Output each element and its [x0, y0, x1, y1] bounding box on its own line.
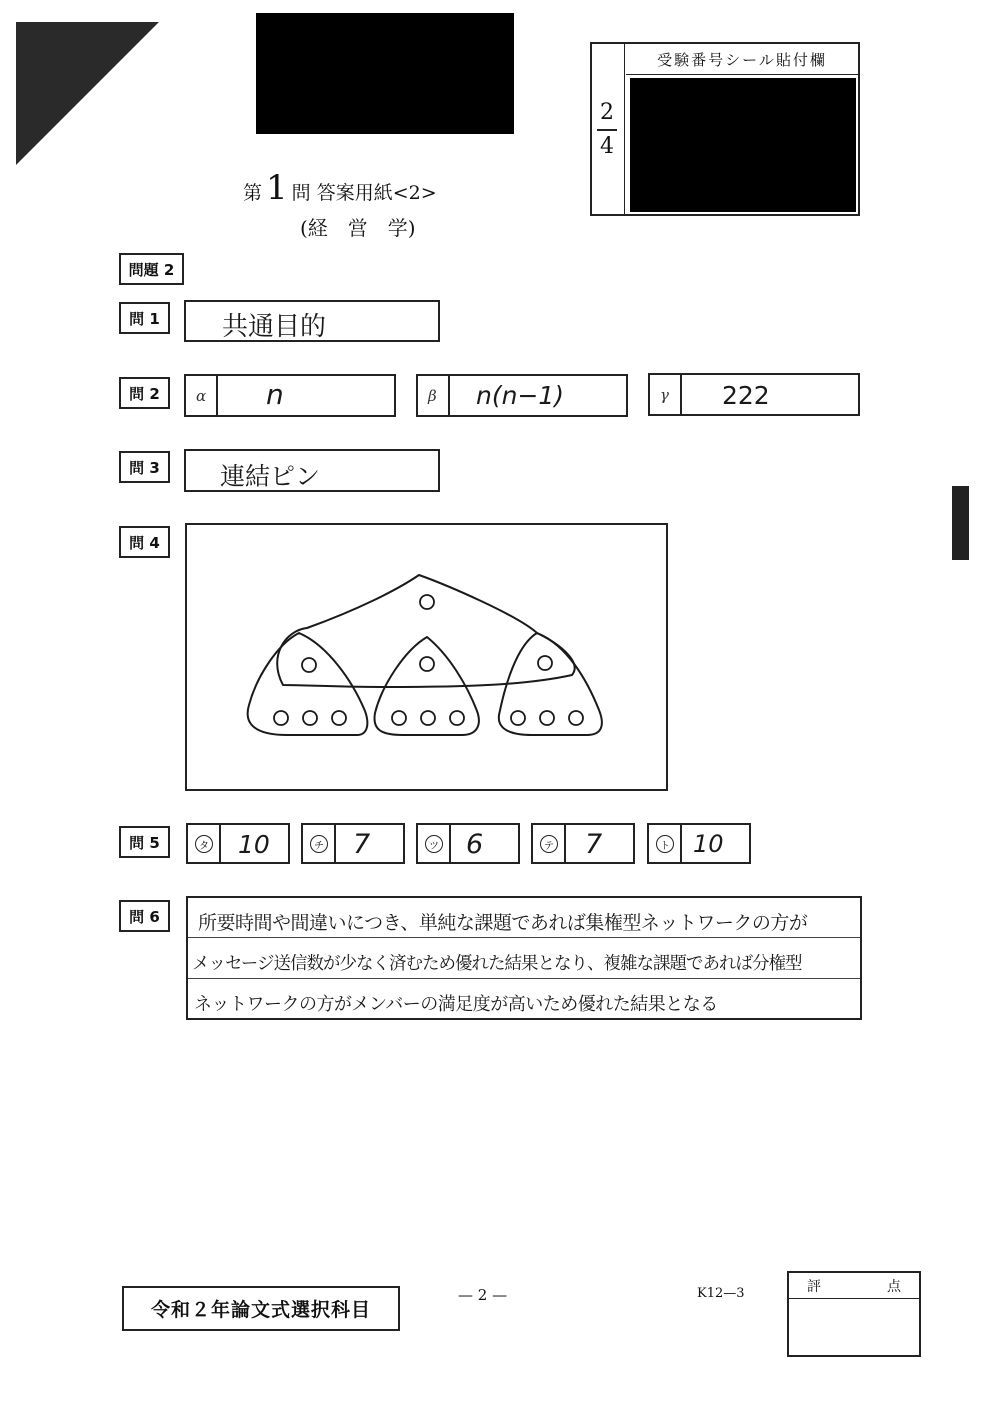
q5-sym-to: ト	[656, 835, 674, 853]
q5-box-to	[647, 823, 751, 864]
page-number: — 2 —	[458, 1286, 508, 1304]
q5-sym-te: テ	[540, 835, 558, 853]
q2-gamma-box	[648, 373, 860, 416]
q5-box-chi	[301, 823, 405, 864]
q5-value-to: 10	[693, 830, 724, 858]
q5-value-chi: 7	[353, 829, 371, 860]
divider	[449, 825, 451, 862]
node-center-1	[392, 711, 406, 725]
q5-box-ta	[186, 823, 290, 864]
q5-label: 問 5	[119, 826, 170, 858]
footer-title: 令和２年論文式選択科目	[150, 1299, 371, 1321]
q5-value-te: 7	[585, 829, 603, 860]
q1-answer: 共通目的	[222, 312, 327, 342]
footer-title-box	[122, 1286, 400, 1331]
title-prefix: 第	[243, 182, 263, 204]
node-right-2	[540, 711, 554, 725]
title-number: 1	[266, 168, 288, 208]
q3-label: 問 3	[119, 451, 170, 483]
q5-box-te	[531, 823, 635, 864]
edge-mark	[952, 486, 969, 560]
q3-answer: 連結ピン	[220, 462, 321, 491]
node-right-1	[511, 711, 525, 725]
seal-label: 受験番号シール貼付欄	[626, 44, 858, 75]
seal-page-top: 2	[600, 100, 614, 125]
answer-sheet-title	[243, 168, 437, 208]
q2-label: 問 2	[119, 377, 170, 409]
q6-rule	[188, 978, 860, 979]
node-pin-center	[420, 657, 434, 671]
q2-alpha-answer: n	[266, 378, 284, 411]
gamma-symbol: γ	[660, 386, 669, 404]
corner-mark	[16, 22, 161, 167]
q5-box-tsu	[416, 823, 520, 864]
q4-label: 問 4	[119, 526, 170, 558]
score-label-2: 点	[887, 1279, 901, 1295]
redacted-seal	[630, 78, 856, 212]
node-center-3	[450, 711, 464, 725]
node-left-2	[303, 711, 317, 725]
q3-answer-box	[184, 449, 440, 492]
node-left-1	[274, 711, 288, 725]
node-right-3	[569, 711, 583, 725]
q1-label: 問 1	[119, 302, 170, 334]
alpha-symbol: α	[196, 387, 207, 405]
seal-page-indicator	[592, 44, 625, 214]
node-center-2	[421, 711, 435, 725]
beta-symbol: β	[428, 387, 437, 405]
q5-sym-chi: チ	[310, 835, 328, 853]
q5-value-ta: 10	[238, 830, 270, 859]
node-pin-right	[538, 656, 552, 670]
title-suffix: 問 答案用紙<2>	[291, 182, 437, 204]
redacted-block-top	[256, 13, 514, 134]
q6-label: 問 6	[119, 900, 170, 932]
q2-alpha-box	[184, 374, 396, 417]
score-header	[789, 1273, 919, 1299]
q5-value-tsu: 6	[466, 829, 484, 860]
q6-rule	[188, 937, 860, 938]
q6-line-1: 所要時間や間違いにつき、単純な課題であれば集権型ネットワークの方が	[198, 912, 808, 934]
node-left-3	[332, 711, 346, 725]
node-pin-left	[302, 658, 316, 672]
q6-answer-box	[186, 896, 862, 1020]
q2-gamma-answer: 222	[722, 381, 770, 410]
divider	[680, 825, 682, 862]
q2-beta-box	[416, 374, 628, 417]
score-label-1: 評	[807, 1279, 821, 1295]
q6-line-2: メッセージ送信数が少なく済むため優れた結果となり、複雑な課題であれば分権型	[192, 954, 802, 974]
fraction-bar	[597, 129, 617, 131]
q1-answer-box	[184, 300, 440, 342]
linking-pin-diagram	[187, 525, 666, 789]
seal-box	[590, 42, 860, 216]
subject-title: (経 営 学)	[300, 216, 416, 240]
q6-line-3: ネットワークの方がメンバーの満足度が高いため優れた結果となる	[194, 994, 718, 1015]
score-box	[787, 1271, 921, 1357]
q5-sym-ta: タ	[195, 835, 213, 853]
left-group-outline	[248, 633, 368, 735]
divider	[448, 376, 450, 415]
q4-diagram-box	[185, 523, 668, 791]
q5-sym-tsu: ツ	[425, 835, 443, 853]
divider	[216, 376, 218, 415]
seal-page-bottom: 4	[600, 134, 614, 159]
node-top	[420, 595, 434, 609]
problem-label: 問題 2	[119, 253, 184, 285]
q2-beta-answer: n(n−1)	[476, 381, 565, 410]
divider	[334, 825, 336, 862]
divider	[564, 825, 566, 862]
sheet-code: K12—3	[697, 1286, 745, 1301]
divider	[680, 375, 682, 414]
divider	[219, 825, 221, 862]
